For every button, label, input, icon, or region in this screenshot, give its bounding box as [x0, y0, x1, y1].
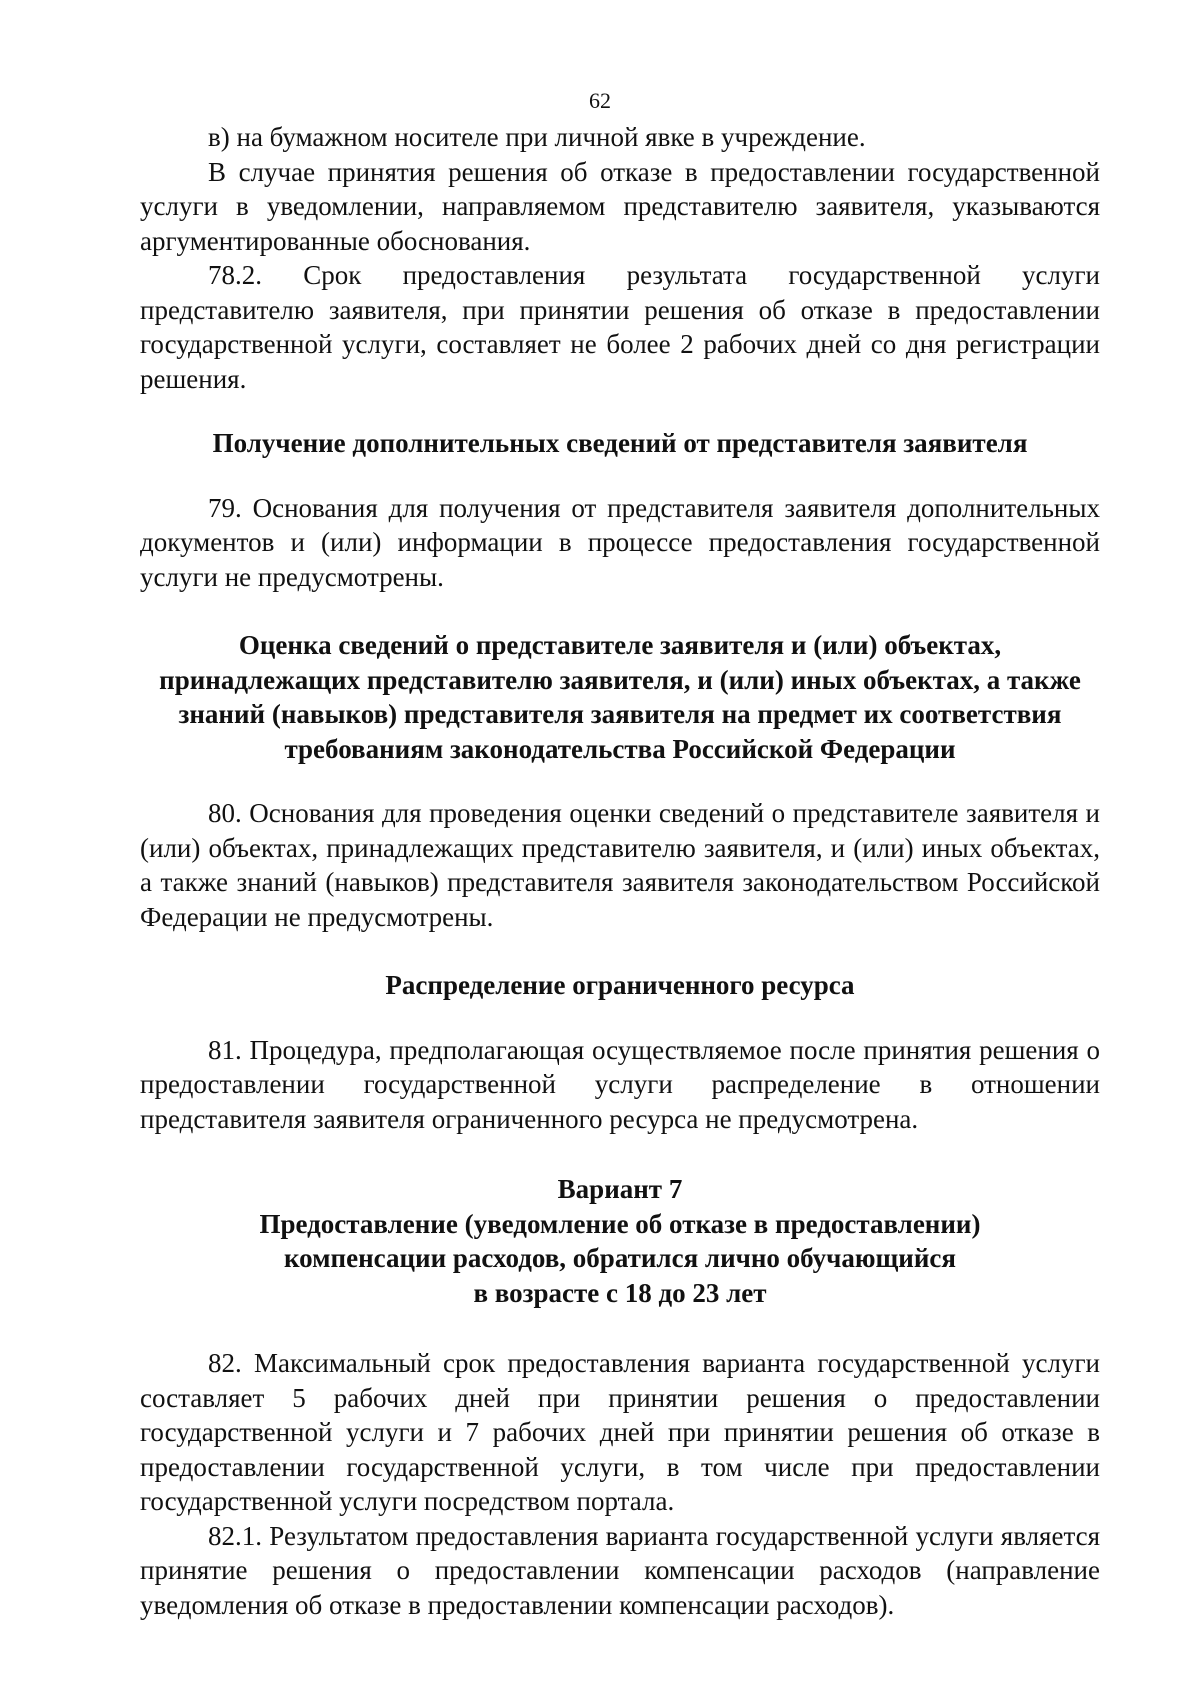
- heading-variant-7-line-1: Вариант 7: [557, 1174, 683, 1204]
- heading-assessment-line-3: знаний (навыков) представителя заявителя на предмет их соответствия: [178, 699, 1062, 729]
- paragraph-80: 80. Основания для проведения оценки сведений о представителе заявителя и (или) объектах, принадлежащих представителю заявителя, и (или) иных объектах, а также знаний (навыков) представителя заявителя законодательством Российской Федерации не предусмотрены.: [140, 798, 1100, 932]
- heading-variant-7-line-2: Предоставление (уведомление об отказе в предоставлении): [259, 1208, 981, 1239]
- heading-assessment-line-2: принадлежащих представителю заявителя, и (или) иных объектах, а также: [159, 664, 1081, 695]
- heading-variant-7: [140, 1172, 1100, 1310]
- paragraph-81: 81. Процедура, предполагающая осуществляемое после принятия решения о предоставлении государственной услуги распределение в отношении представителя заявителя ограниченного ресурса не предусмотрена.: [140, 1034, 1100, 1134]
- heading-assessment-line-4: требованиям законодательства Российской Федерации: [284, 733, 956, 764]
- paragraph-delivery-paper: в) на бумажном носителе при личной явке в учреждение.: [208, 122, 866, 152]
- paragraph-79: 79. Основания для получения от представителя заявителя дополнительных документов и (или) информации в процессе предоставления государственной услуги не предусмотрены.: [140, 492, 1100, 592]
- heading-variant-7-line-4: в возрасте с 18 до 23 лет: [473, 1277, 767, 1308]
- paragraph-refusal-notice: В случае принятия решения об отказе в предоставлении государственной услуги в уведомлении, направляемом представителю заявителя, указываются аргументированные обоснования.: [140, 156, 1100, 256]
- heading-limited-resource: Распределение ограниченного ресурса: [385, 970, 855, 1000]
- paragraph-78-2: 78.2. Срок предоставления результата государственной услуги представителю заявителя, при принятии решения об отказе в предоставлении государственной услуги, составляет не более 2 рабочих дней со дня регистрации решения.: [140, 260, 1100, 394]
- heading-variant-7-line-3: компенсации расходов, обратился лично обучающийся: [283, 1243, 956, 1273]
- page-number: 62: [589, 88, 611, 113]
- paragraph-82-1: 82.1. Результатом предоставления варианта государственной услуги является принятие решения о предоставлении компенсации расходов (направление уведомления об отказе в предоставлении компенсации расходов).: [140, 1520, 1100, 1620]
- heading-additional-info: Получение дополнительных сведений от представителя заявителя: [212, 428, 1028, 458]
- paragraph-82: 82. Максимальный срок предоставления варианта государственной услуги составляет 5 рабочих дней при принятии решения о предоставлении государственной услуги и 7 рабочих дней при принятии решения об отказе в предоставлении государственной услуги, в том числе при предоставлении государственной услуги посредством портала.: [140, 1348, 1100, 1516]
- document-body: [140, 120, 1100, 1622]
- heading-assessment: [140, 628, 1100, 766]
- heading-assessment-line-1: Оценка сведений о представителе заявителя и (или) объектах,: [238, 630, 1002, 660]
